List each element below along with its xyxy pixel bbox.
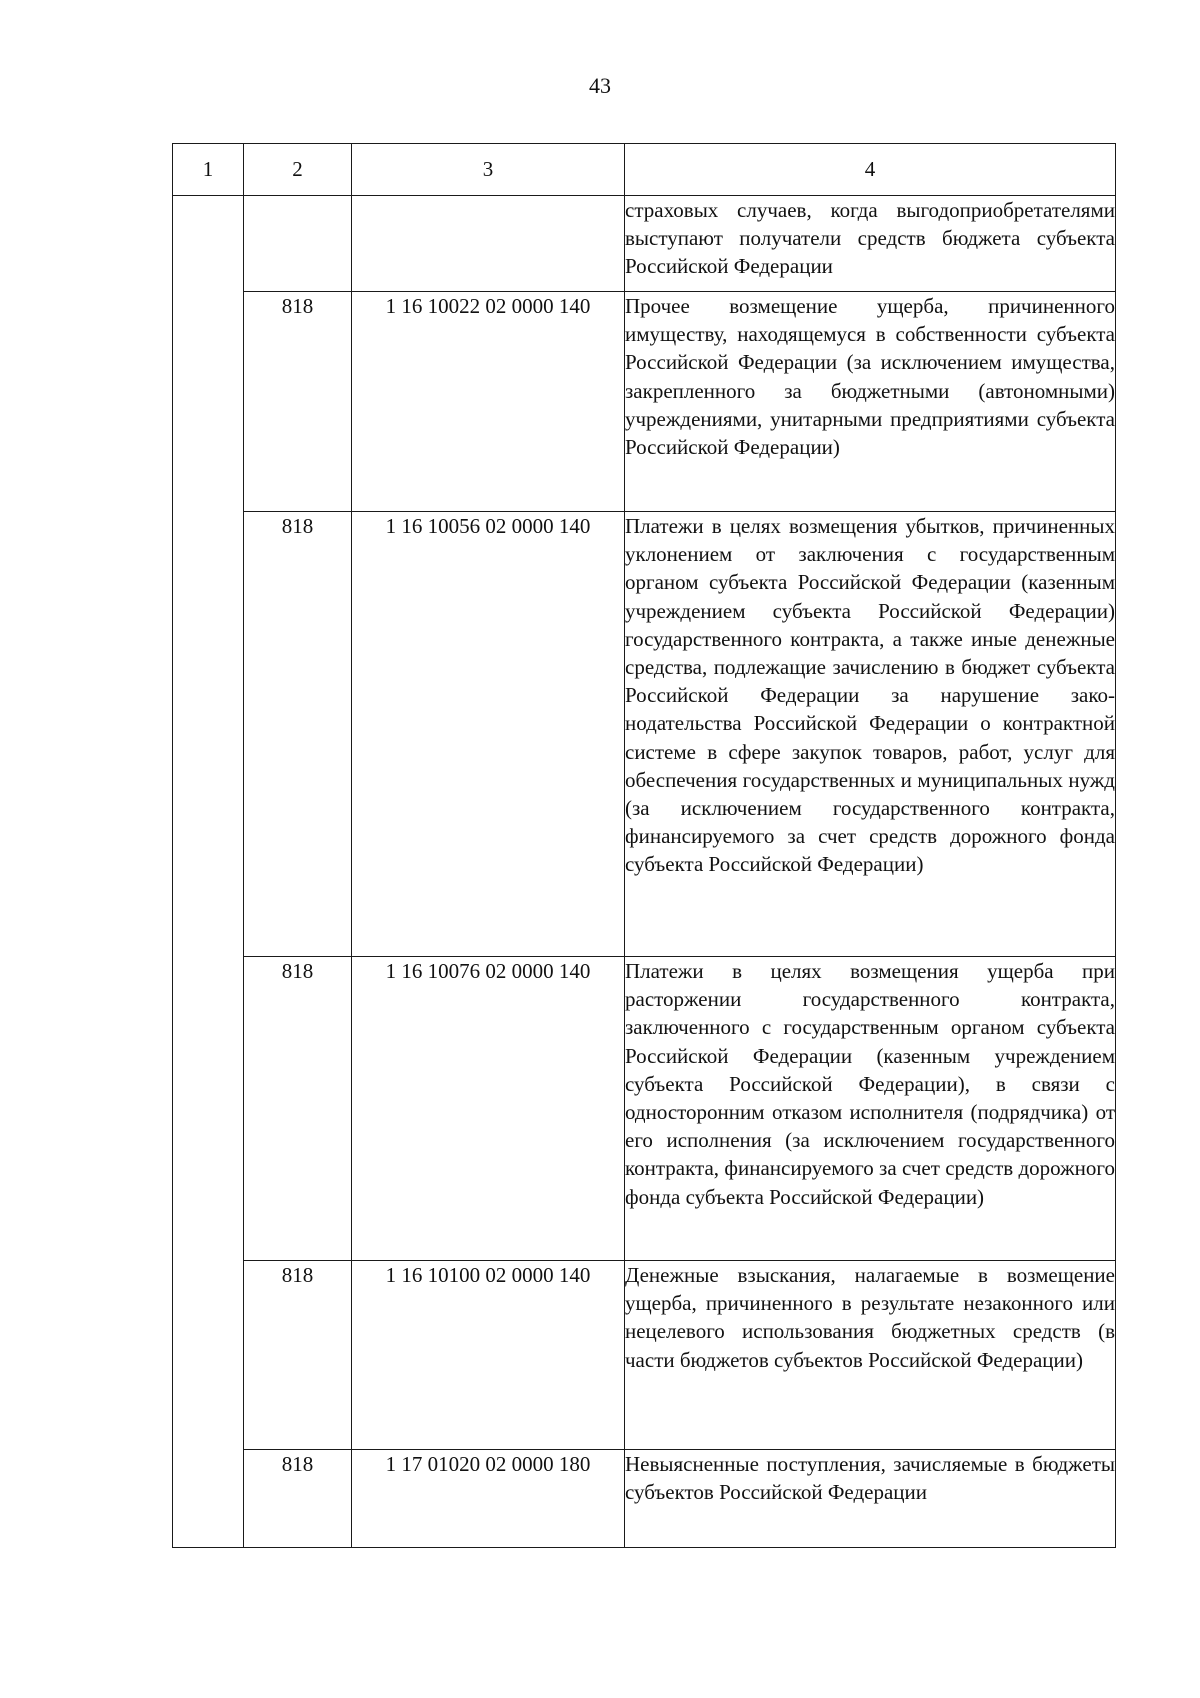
- budget-code-cell: 1 16 10022 02 0000 140: [352, 292, 625, 512]
- table-row: [173, 957, 1116, 1261]
- table-header-row: [173, 144, 1116, 196]
- admin-code-cell: [244, 196, 352, 292]
- budget-code-cell: 1 16 10076 02 0000 140: [352, 957, 625, 1261]
- header-col-2: 2: [244, 144, 352, 196]
- admin-code-cell: 818: [244, 512, 352, 957]
- header-col-4: 4: [625, 144, 1116, 196]
- admin-code-cell: 818: [244, 1450, 352, 1548]
- description-cell: Платежи в целях возмещения ущерба при расторжении государственного контракта, заключенного с государственным органом субъекта Российской Федерации (казенным учреждением субъекта Российской Федерации), в связи с односторонним отказом исполнителя (подрядчика) от его исполнения (за исключением государственного контракта, финансируемого за счет средств дорожного фонда субъекта Российской Федерации): [625, 957, 1116, 1261]
- header-col-3: 3: [352, 144, 625, 196]
- table-row: [173, 512, 1116, 957]
- row-empty-cell: [173, 1261, 244, 1450]
- row-empty-cell: [173, 512, 244, 957]
- budget-code-cell: 1 16 10056 02 0000 140: [352, 512, 625, 957]
- row-empty-cell: [173, 292, 244, 512]
- header-col-1: 1: [173, 144, 244, 196]
- table-row: [173, 292, 1116, 512]
- table-row: [173, 1450, 1116, 1548]
- description-cell: страховых случаев, когда выгодоприобретателями выступают получатели средств бюджета субъекта Российской Федерации: [625, 196, 1116, 292]
- row-empty-cell: [173, 957, 244, 1261]
- table-row: [173, 196, 1116, 292]
- admin-code-cell: 818: [244, 957, 352, 1261]
- row-empty-cell: [173, 196, 244, 292]
- description-cell: Платежи в целях возмещения убытков, причиненных уклонением от заключения с государственным органом субъекта Российской Федерации (казенным учреждением субъекта Российской Федерации) государственного контракта, а также иные денежные средства, подлежащие зачислению в бюджет субъекта Российской Федерации за нарушение законодательства Российской Федерации о контрактной системе в сфере закупок товаров, работ, услуг для обеспечения государственных и муниципальных нужд (за исключением государственного контракта, финансируемого за счет средств дорожного фонда субъекта Российской Федерации): [625, 512, 1116, 957]
- description-cell: Денежные взыскания, налагаемые в возмещение ущерба, причиненного в результате незаконного или нецелевого использования бюджетных средств (в части бюджетов субъектов Российской Федерации): [625, 1261, 1116, 1450]
- budget-codes-table: [172, 143, 1116, 1548]
- description-cell: Прочее возмещение ущерба, причиненного имуществу, находящемуся в собственности субъекта Российской Федерации (за исключением имущества, закрепленного за бюджетными (автономными) учреждениями, унитарными предприятиями субъекта Российской Федерации): [625, 292, 1116, 512]
- budget-code-cell: 1 17 01020 02 0000 180: [352, 1450, 625, 1548]
- budget-code-cell: [352, 196, 625, 292]
- table-row: [173, 1261, 1116, 1450]
- description-cell: Невыясненные поступления, зачисляемые в бюджеты субъектов Российской Федерации: [625, 1450, 1116, 1548]
- admin-code-cell: 818: [244, 1261, 352, 1450]
- budget-code-cell: 1 16 10100 02 0000 140: [352, 1261, 625, 1450]
- row-empty-cell: [173, 1450, 244, 1548]
- page-number: 43: [589, 73, 611, 98]
- admin-code-cell: 818: [244, 292, 352, 512]
